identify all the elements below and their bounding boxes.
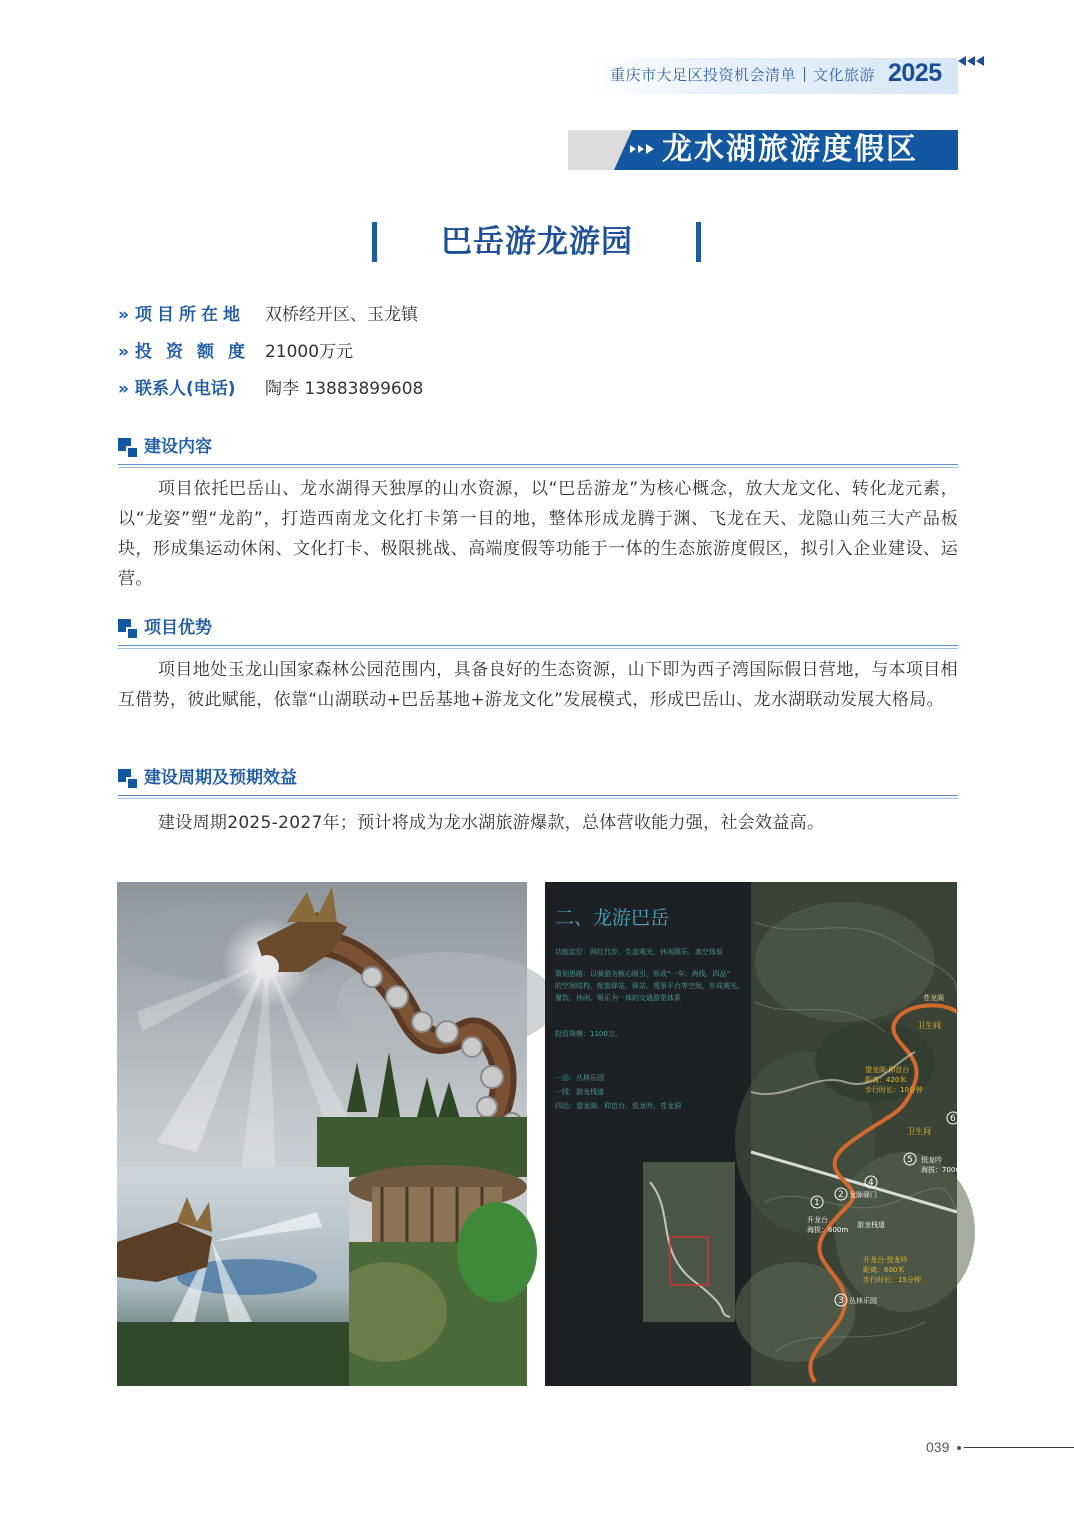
header-text <box>610 64 875 86</box>
svg-text:悦龙吟: 悦龙吟 <box>921 1156 942 1164</box>
map-marker: 6 <box>950 1114 956 1124</box>
section-paragraph: 项目依托巴岳山、龙水湖得天独厚的山水资源，以“巴岳游龙”为核心概念，放大龙文化、转化龙元素，以“龙姿”塑“龙韵”，打造西南龙文化打卡第一目的地，整体形成龙腾于渊、飞龙在天、龙隐山苑三大产品板块，形成集运动休闲、文化打卡、极限挑战、高端度假等功能于一体的生态旅游度假区，拟引入企业建设、运营。 <box>118 479 958 589</box>
project-title: 巴岳游龙游园 <box>441 224 633 260</box>
svg-text:四品：望龙阁、仰首台、悦龙吟、苍龙洞: 四品：望龙阁、仰首台、悦龙吟、苍龙洞 <box>555 1102 681 1110</box>
svg-text:距离：600米: 距离：600米 <box>863 1266 905 1274</box>
svg-text:步行时长：10分钟: 步行时长：10分钟 <box>865 1086 923 1094</box>
info-row-investment <box>118 339 353 365</box>
dragon-sculpture-photo <box>117 882 527 1386</box>
section-heading-label: 项目优势 <box>144 618 212 638</box>
page-number: 039 <box>926 1439 950 1455</box>
svg-text:一线：游龙栈道: 一线：游龙栈道 <box>555 1088 604 1096</box>
section-square-icon <box>118 438 136 456</box>
svg-text:投资规模：1100万。: 投资规模：1100万。 <box>555 1030 622 1038</box>
title-bar-left <box>372 222 377 262</box>
section-banner-title: 龙水湖旅游度假区 <box>662 132 918 167</box>
title-bar-right <box>696 222 701 262</box>
page-line <box>964 1447 1074 1448</box>
svg-text:丛林乐园: 丛林乐园 <box>849 1297 877 1305</box>
info-value: 双桥经开区、玉龙镇 <box>264 305 418 325</box>
triple-right-arrow-icon <box>628 142 658 156</box>
svg-text:功能定位：网红代步、生态观光、休闲娱乐、高空体验: 功能定位：网红代步、生态观光、休闲娱乐、高空体验 <box>555 948 723 956</box>
svg-text:卫生间: 卫生间 <box>907 1127 931 1136</box>
publication-title: 重庆市大足区投资机会清单 <box>610 66 797 84</box>
section-square-icon <box>118 769 136 787</box>
svg-text:龙脉驿门: 龙脉驿门 <box>849 1191 877 1199</box>
svg-text:一品：丛林乐园: 一品：丛林乐园 <box>555 1074 604 1082</box>
section-heading-advantages <box>118 615 958 641</box>
info-row-contact <box>118 376 423 402</box>
svg-text:升龙台: 升龙台 <box>807 1216 828 1224</box>
dragon-scene-illustration <box>117 882 527 1386</box>
info-label: 投资额度 <box>134 342 259 362</box>
double-chevron-icon: » <box>118 342 129 362</box>
map-marker: 3 <box>838 1296 844 1306</box>
svg-text:海拔：700m: 海拔：700m <box>921 1166 963 1174</box>
map-marker: 4 <box>868 1178 874 1188</box>
svg-text:望龙阁·仰首台: 望龙阁·仰首台 <box>865 1066 910 1074</box>
section-square-icon <box>118 619 136 637</box>
map-marker: 2 <box>838 1190 844 1200</box>
svg-text:距离：420米: 距离：420米 <box>865 1076 907 1084</box>
svg-text:步行时长：15分钟: 步行时长：15分钟 <box>863 1276 921 1284</box>
double-chevron-icon: » <box>118 379 129 399</box>
planning-map-image <box>545 882 963 1386</box>
svg-text:苍龙阁: 苍龙阁 <box>923 994 944 1002</box>
page-dot <box>957 1446 961 1450</box>
svg-text:游龙栈道: 游龙栈道 <box>857 1221 885 1229</box>
section-heading-period <box>118 765 958 791</box>
section-paragraph: 建设周期2025-2027年；预计将成为龙水湖旅游爆款，总体营收能力强，社会效益高。 <box>158 813 825 833</box>
category-label: 文化旅游 <box>813 66 876 84</box>
section-heading-label: 建设内容 <box>144 437 212 457</box>
svg-text:升龙台-悦龙吟: 升龙台-悦龙吟 <box>863 1256 908 1264</box>
double-chevron-icon: » <box>118 305 129 325</box>
svg-text:卫生间: 卫生间 <box>917 1021 941 1030</box>
info-label: 项目所在地 <box>134 305 245 325</box>
map-marker: 1 <box>814 1198 820 1208</box>
svg-text:的空间结构，配套驿站、驿站、观景平台等空间，形成观光、: 的空间结构，配套驿站、驿站、观景平台等空间，形成观光、 <box>555 982 744 990</box>
svg-text:策划思路：以骑游为核心吸引，形成“一车、两线、四品”: 策划思路：以骑游为核心吸引，形成“一车、两线、四品” <box>555 970 731 978</box>
map-illustration <box>545 882 963 1386</box>
section-paragraph: 项目地处玉龙山国家森林公园范围内，具备良好的生态资源，山下即为西子湾国际假日营地，与本项目相互借势，彼此赋能，依靠“山湖联动+巴岳基地+游龙文化”发展模式，形成巴岳山、龙水湖联动发展大格局。 <box>118 660 958 710</box>
map-title: 二、龙游巴岳 <box>555 907 670 929</box>
info-value: 21000万元 <box>264 342 354 362</box>
triple-left-arrow-icon <box>958 54 986 68</box>
header-separator <box>804 67 805 82</box>
header-year: 2025 <box>888 59 942 87</box>
info-value: 陶李 13883899608 <box>264 379 424 399</box>
svg-text:餐饮、休闲、娱乐为一体的交通游览体系: 餐饮、休闲、娱乐为一体的交通游览体系 <box>555 994 681 1002</box>
info-row-location <box>118 302 418 328</box>
map-marker: 5 <box>907 1155 913 1165</box>
info-label: 联系人(电话) <box>134 379 236 399</box>
section-heading-construction <box>118 434 958 460</box>
section-heading-label: 建设周期及预期效益 <box>144 768 297 788</box>
svg-text:海拔：600m: 海拔：600m <box>807 1226 849 1234</box>
